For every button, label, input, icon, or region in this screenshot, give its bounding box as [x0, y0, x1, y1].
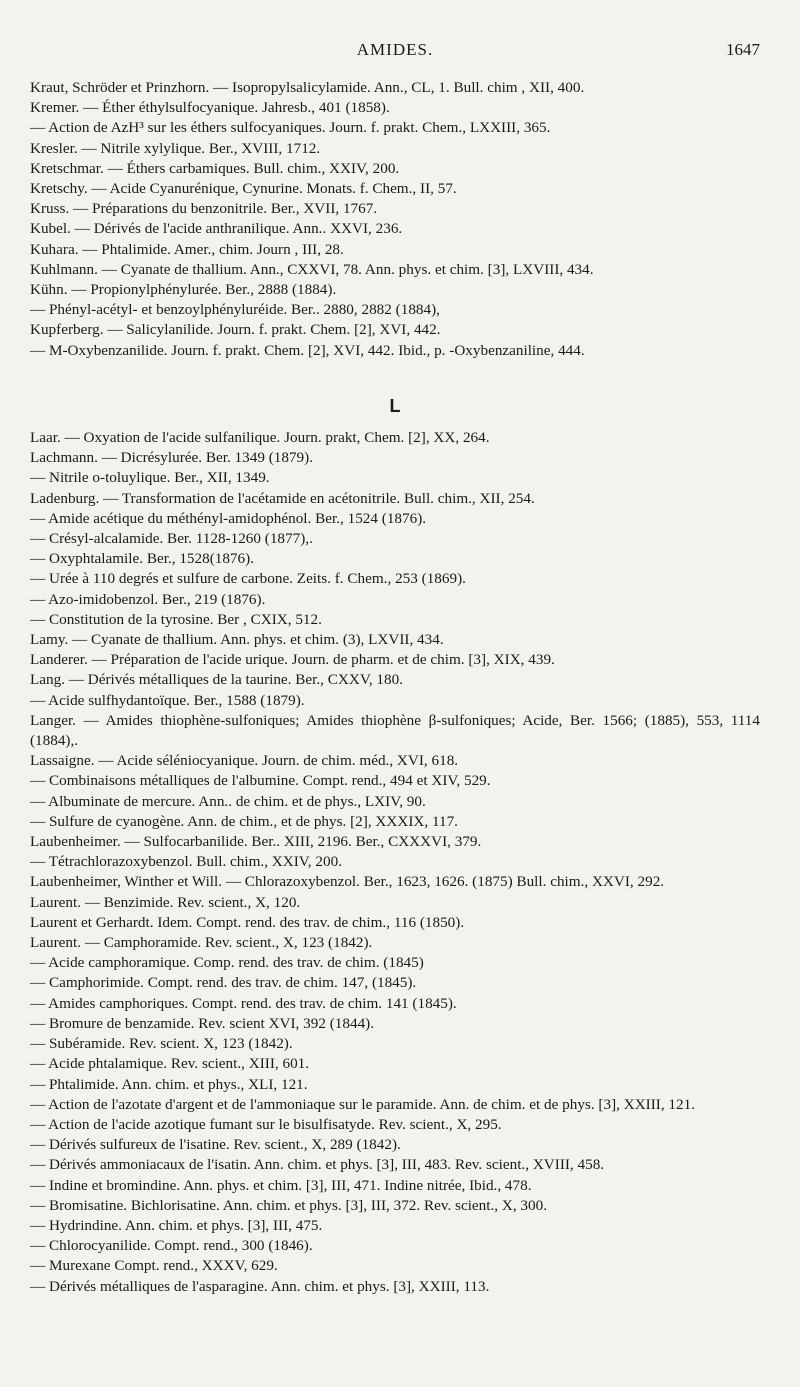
- bibliography-entry: — Crésyl-alcalamide. Ber. 1128-1260 (1877),.: [30, 530, 313, 548]
- bibliography-entry: — Action de l'azotate d'argent et de l'ammoniaque sur le paramide. Ann. de chim. et de phys. [3], XXIII, 121.: [30, 1095, 696, 1113]
- bibliography-entry: Lachmann. — Dicrésylurée. Ber. 1349 (1879).: [30, 449, 313, 467]
- bibliography-entry: — Amides camphoriques. Compt. rend. des trav. de chim. 141 (1845).: [30, 994, 457, 1012]
- bibliography-entry: — Dérivés sulfureux de l'isatine. Rev. scient., X, 289 (1842).: [30, 1136, 401, 1154]
- page-header: [30, 40, 760, 64]
- bibliography-entry: — M-Oxybenzanilide. Journ. f. prakt. Chem. [2], XVI, 442. Ibid., p. -Oxybenzaniline, 444.: [30, 341, 585, 359]
- bibliography-entry: — Combinaisons métalliques de l'albumine. Compt. rend., 494 et XIV, 529.: [30, 772, 491, 790]
- section-k-list: [30, 78, 760, 361]
- bibliography-entry: — Amide acétique du méthényl-amidophénol. Ber., 1524 (1876).: [30, 509, 427, 527]
- bibliography-entry: — Action de AzH³ sur les éthers sulfocyaniques. Journ. f. prakt. Chem., LXXIII, 365.: [30, 119, 551, 137]
- bibliography-entry: Lang. — Dérivés métalliques de la taurine. Ber., CXXV, 180.: [30, 671, 403, 689]
- bibliography-entry: — Subéramide. Rev. scient. X, 123 (1842).: [30, 1035, 293, 1053]
- bibliography-entry: Laurent. — Benzimide. Rev. scient., X, 120.: [30, 893, 301, 911]
- bibliography-entry: — Hydrindine. Ann. chim. et phys. [3], III, 475.: [30, 1216, 323, 1234]
- bibliography-entry: — Oxyphtalamile. Ber., 1528(1876).: [30, 550, 254, 568]
- bibliography-entry: Kupferberg. — Salicylanilide. Journ. f. prakt. Chem. [2], XVI, 442.: [30, 321, 441, 339]
- bibliography-entry: Laubenheimer. — Sulfocarbanilide. Ber.. XIII, 2196. Ber., CXXXVI, 379.: [30, 833, 482, 851]
- bibliography-entry: Ladenburg. — Transformation de l'acétamide en acétonitrile. Bull. chim., XII, 254.: [30, 489, 535, 507]
- bibliography-entry: Kraut, Schröder et Prinzhorn. — Isopropylsalicylamide. Ann., CL, 1. Bull. chim , XII, 400.: [30, 79, 585, 96]
- bibliography-entry: — Chlorocyanilide. Compt. rend., 300 (1846).: [30, 1237, 313, 1255]
- bibliography-entry: Kubel. — Dérivés de l'acide anthranilique. Ann.. XXVI, 236.: [30, 220, 403, 238]
- bibliography-entry: Kresler. — Nitrile xylylique. Ber., XVIII, 1712.: [30, 139, 321, 157]
- bibliography-entry: Kuhara. — Phtalimide. Amer., chim. Journ , III, 28.: [30, 240, 344, 258]
- bibliography-entry: — Azo-imidobenzol. Ber., 219 (1876).: [30, 590, 266, 608]
- bibliography-entry: — Phtalimide. Ann. chim. et phys., XLI, 121.: [30, 1075, 308, 1093]
- bibliography-entry: Kühn. — Propionylphénylurée. Ber., 2888 (1884).: [30, 281, 337, 299]
- bibliography-entry: — Albuminate de mercure. Ann.. de chim. et de phys., LXIV, 90.: [30, 792, 426, 810]
- bibliography-entry: — Sulfure de cyanogène. Ann. de chim., et de phys. [2], XXXIX, 117.: [30, 812, 458, 830]
- bibliography-entry: — Dérivés métalliques de l'asparagine. Ann. chim. et phys. [3], XXIII, 113.: [30, 1277, 490, 1295]
- bibliography-entry: — Indine et bromindine. Ann. phys. et chim. [3], III, 471. Indine nitrée, Ibid., 478.: [30, 1176, 532, 1194]
- bibliography-entry: — Bromisatine. Bichlorisatine. Ann. chim. et phys. [3], III, 372. Rev. scient., X, 300.: [30, 1196, 547, 1214]
- section-letter: L: [389, 396, 401, 416]
- bibliography-entry: — Camphorimide. Compt. rend. des trav. de chim. 147, (1845).: [30, 974, 417, 992]
- bibliography-entry: — Action de l'acide azotique fumant sur le bisulfisatyde. Rev. scient., X, 295.: [30, 1115, 502, 1133]
- bibliography-entry: Lassaigne. — Acide séléniocyanique. Journ. de chim. méd., XVI, 618.: [30, 752, 459, 770]
- section-l-heading: [30, 378, 760, 435]
- bibliography-entry: — Constitution de la tyrosine. Ber , CXIX, 512.: [30, 610, 322, 628]
- bibliography-entry: Kremer. — Éther éthylsulfocyanique. Jahresb., 401 (1858).: [30, 99, 390, 117]
- bibliography-entry: Laurent. — Camphoramide. Rev. scient., X, 123 (1842).: [30, 934, 373, 952]
- bibliography-entry: Laubenheimer, Winther et Will. — Chlorazoxybenzol. Ber., 1623, 1626. (1875) Bull. chim., XXVI, 292.: [30, 873, 665, 891]
- bibliography-entry: — Acide phtalamique. Rev. scient., XIII, 601.: [30, 1055, 310, 1073]
- bibliography-entry: Laar. — Oxyation de l'acide sulfanilique. Journ. prakt, Chem. [2], XX, 264.: [30, 429, 490, 446]
- bibliography-entry: Laurent et Gerhardt. Idem. Compt. rend. des trav. de chim., 116 (1850).: [30, 913, 465, 931]
- bibliography-entry: — Phényl-acétyl- et benzoylphényluréide. Ber.. 2880, 2882 (1884),: [30, 301, 440, 319]
- bibliography-entry: Kretschmar. — Éthers carbamiques. Bull. chim., XXIV, 200.: [30, 159, 400, 177]
- page-number: 1647: [726, 40, 760, 59]
- bibliography-entry: — Urée à 110 degrés et sulfure de carbone. Zeits. f. Chem., 253 (1869).: [30, 570, 466, 588]
- bibliography-entry: — Dérivés ammoniacaux de l'isatin. Ann. chim. et phys. [3], III, 483. Rev. scient., XVIII, 458.: [30, 1156, 605, 1174]
- bibliography-entry: — Bromure de benzamide. Rev. scient XVI, 392 (1844).: [30, 1014, 375, 1032]
- bibliography-entry: — Acide sulfhydantoïque. Ber., 1588 (1879).: [30, 691, 305, 709]
- bibliography-entry: Kretschy. — Acide Cyanurénique, Cynurine. Monats. f. Chem., II, 57.: [30, 180, 457, 198]
- bibliography-entry: Lamy. — Cyanate de thallium. Ann. phys. et chim. (3), LXVII, 434.: [30, 631, 444, 649]
- page-title: AMIDES.: [356, 40, 434, 59]
- bibliography-entry: — Murexane Compt. rend., XXXV, 629.: [30, 1257, 278, 1275]
- bibliography-entry: — Tétrachlorazoxybenzol. Bull. chim., XXIV, 200.: [30, 853, 342, 871]
- bibliography-entry: Kuhlmann. — Cyanate de thallium. Ann., CXXVI, 78. Ann. phys. et chim. [3], LXVIII, 434.: [30, 260, 594, 278]
- bibliography-entry: Landerer. — Préparation de l'acide urique. Journ. de pharm. et de chim. [3], XIX, 439.: [30, 651, 555, 669]
- bibliography-entry: — Acide camphoramique. Comp. rend. des trav. de chim. (1845): [30, 954, 424, 972]
- bibliography-entry: Langer. — Amides thiophène-sulfoniques; Amides thiophène β-sulfoniques; Acide, Ber. 1566; (1885), 553, 1114 (1884),.: [30, 711, 760, 750]
- bibliography-entry: — Nitrile o-toluylique. Ber., XII, 1349.: [30, 469, 270, 487]
- section-l-list: [30, 428, 760, 1297]
- bibliography-entry: Kruss. — Préparations du benzonitrile. Ber., XVII, 1767.: [30, 200, 378, 218]
